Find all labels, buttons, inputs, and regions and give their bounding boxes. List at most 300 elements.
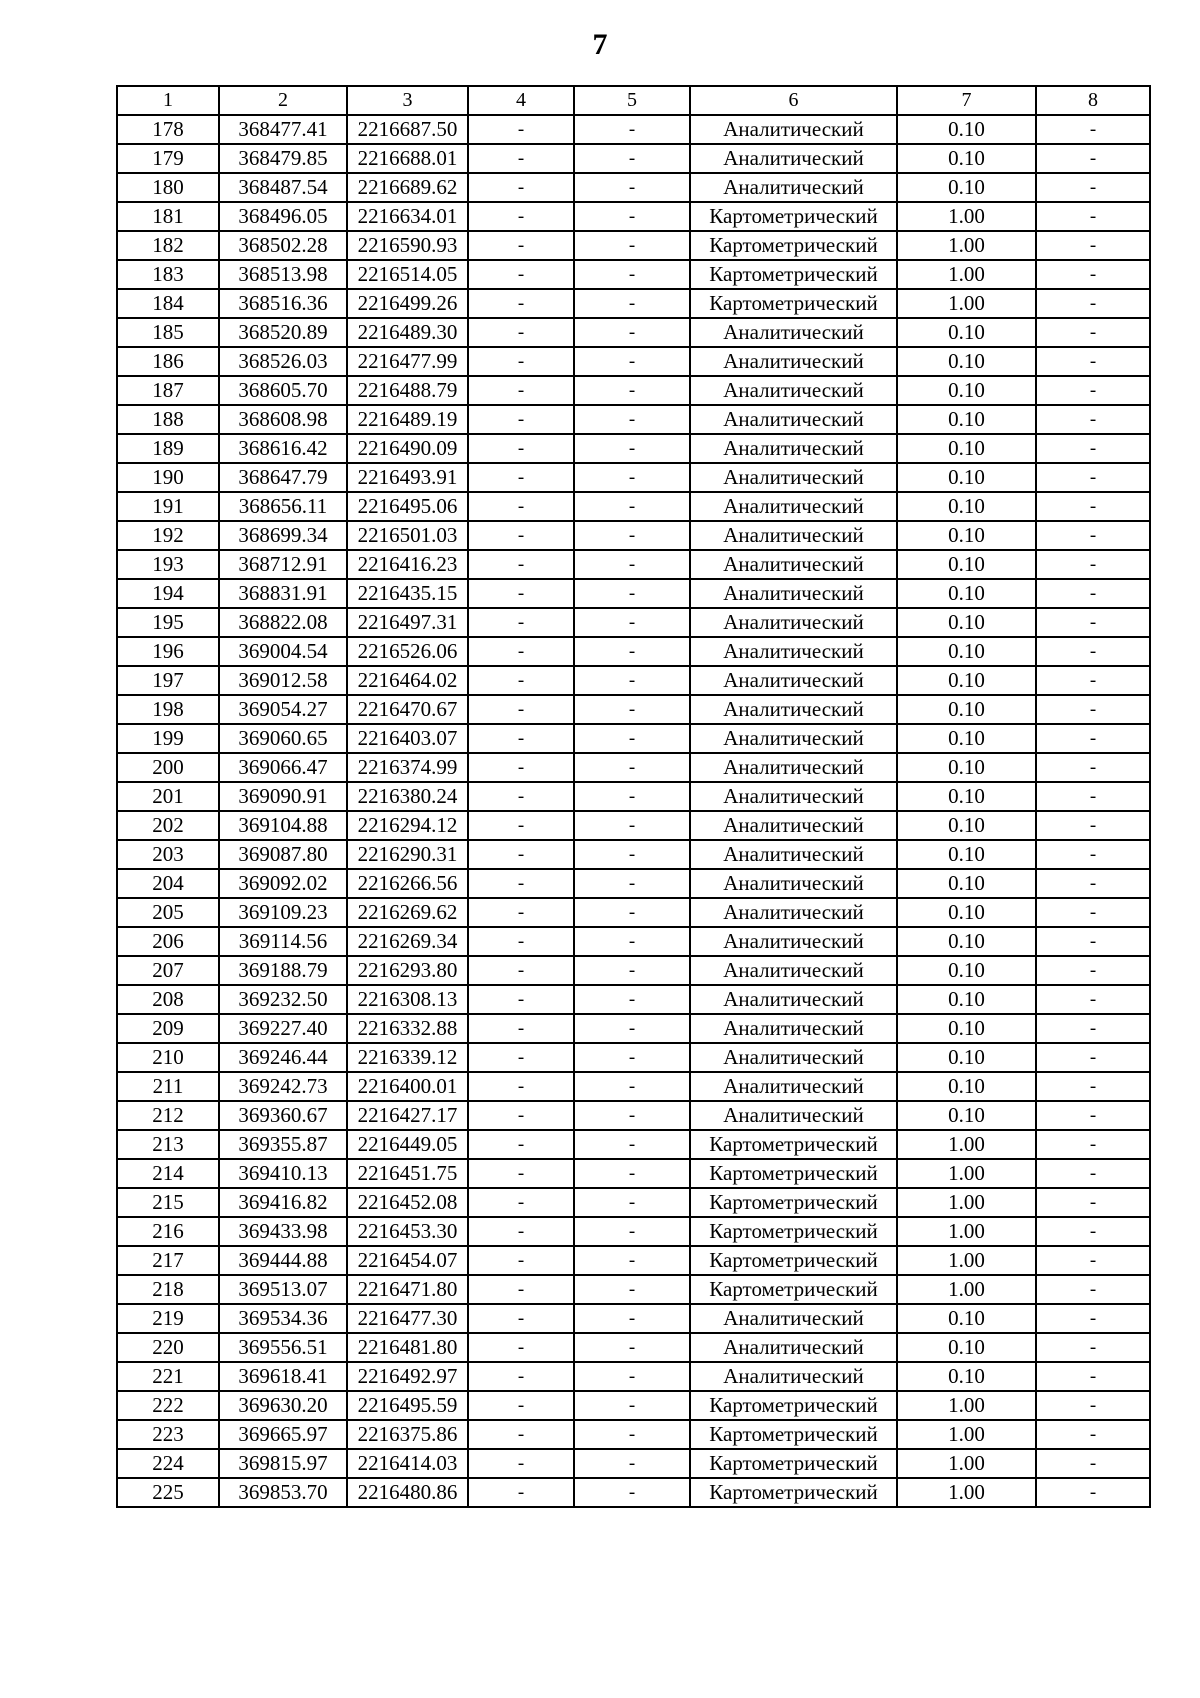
table-body (117, 115, 1150, 1507)
y-coordinate-cell: 2216308.13 (347, 985, 468, 1014)
x-coordinate-cell: 369815.97 (219, 1449, 347, 1478)
col5-cell: - (574, 695, 690, 724)
col4-cell: - (468, 1072, 574, 1101)
method-cell: Картометрический (690, 1246, 897, 1275)
col5-cell: - (574, 753, 690, 782)
point-number-cell: 193 (117, 550, 219, 579)
table-row (117, 637, 1150, 666)
method-cell: Аналитический (690, 1043, 897, 1072)
method-cell: Аналитический (690, 753, 897, 782)
point-number-cell: 198 (117, 695, 219, 724)
method-cell: Аналитический (690, 608, 897, 637)
method-cell: Аналитический (690, 318, 897, 347)
col5-cell: - (574, 550, 690, 579)
col5-cell: - (574, 318, 690, 347)
accuracy-cell: 0.10 (897, 115, 1036, 144)
col4-cell: - (468, 1362, 574, 1391)
col8-cell: - (1036, 1043, 1150, 1072)
y-coordinate-cell: 2216471.80 (347, 1275, 468, 1304)
accuracy-cell: 0.10 (897, 927, 1036, 956)
header-cell-col-4: 4 (468, 86, 574, 115)
table-row (117, 724, 1150, 753)
col5-cell: - (574, 173, 690, 202)
col8-cell: - (1036, 434, 1150, 463)
y-coordinate-cell: 2216495.59 (347, 1391, 468, 1420)
col5-cell: - (574, 927, 690, 956)
method-cell: Аналитический (690, 1304, 897, 1333)
x-coordinate-cell: 368831.91 (219, 579, 347, 608)
col5-cell: - (574, 840, 690, 869)
col5-cell: - (574, 579, 690, 608)
col4-cell: - (468, 956, 574, 985)
y-coordinate-cell: 2216294.12 (347, 811, 468, 840)
col4-cell: - (468, 637, 574, 666)
y-coordinate-cell: 2216634.01 (347, 202, 468, 231)
method-cell: Аналитический (690, 347, 897, 376)
x-coordinate-cell: 368608.98 (219, 405, 347, 434)
point-number-cell: 206 (117, 927, 219, 956)
table-row (117, 202, 1150, 231)
x-coordinate-cell: 368487.54 (219, 173, 347, 202)
x-coordinate-cell: 368616.42 (219, 434, 347, 463)
table-row (117, 898, 1150, 927)
col5-cell: - (574, 1246, 690, 1275)
point-number-cell: 223 (117, 1420, 219, 1449)
x-coordinate-cell: 368647.79 (219, 463, 347, 492)
col8-cell: - (1036, 637, 1150, 666)
accuracy-cell: 0.10 (897, 666, 1036, 695)
accuracy-cell: 0.10 (897, 521, 1036, 550)
method-cell: Аналитический (690, 1333, 897, 1362)
table-row (117, 782, 1150, 811)
col5-cell: - (574, 666, 690, 695)
col8-cell: - (1036, 840, 1150, 869)
col5-cell: - (574, 144, 690, 173)
col4-cell: - (468, 289, 574, 318)
method-cell: Аналитический (690, 405, 897, 434)
x-coordinate-cell: 368479.85 (219, 144, 347, 173)
y-coordinate-cell: 2216526.06 (347, 637, 468, 666)
col5-cell: - (574, 1130, 690, 1159)
col8-cell: - (1036, 405, 1150, 434)
col4-cell: - (468, 1043, 574, 1072)
col5-cell: - (574, 1420, 690, 1449)
col5-cell: - (574, 521, 690, 550)
y-coordinate-cell: 2216403.07 (347, 724, 468, 753)
col4-cell: - (468, 1130, 574, 1159)
method-cell: Аналитический (690, 927, 897, 956)
accuracy-cell: 0.10 (897, 579, 1036, 608)
col8-cell: - (1036, 1275, 1150, 1304)
col4-cell: - (468, 1333, 574, 1362)
col4-cell: - (468, 1391, 574, 1420)
method-cell: Картометрический (690, 1449, 897, 1478)
accuracy-cell: 1.00 (897, 202, 1036, 231)
table-row (117, 173, 1150, 202)
point-number-cell: 196 (117, 637, 219, 666)
col5-cell: - (574, 463, 690, 492)
accuracy-cell: 1.00 (897, 1478, 1036, 1507)
point-number-cell: 181 (117, 202, 219, 231)
accuracy-cell: 0.10 (897, 753, 1036, 782)
method-cell: Картометрический (690, 1217, 897, 1246)
method-cell: Аналитический (690, 173, 897, 202)
col8-cell: - (1036, 1304, 1150, 1333)
col5-cell: - (574, 492, 690, 521)
method-cell: Аналитический (690, 434, 897, 463)
method-cell: Аналитический (690, 811, 897, 840)
x-coordinate-cell: 368496.05 (219, 202, 347, 231)
table-row (117, 1304, 1150, 1333)
x-coordinate-cell: 369246.44 (219, 1043, 347, 1072)
x-coordinate-cell: 368699.34 (219, 521, 347, 550)
col8-cell: - (1036, 318, 1150, 347)
col8-cell: - (1036, 1101, 1150, 1130)
table-row (117, 1420, 1150, 1449)
table-row (117, 1391, 1150, 1420)
col8-cell: - (1036, 608, 1150, 637)
x-coordinate-cell: 369104.88 (219, 811, 347, 840)
x-coordinate-cell: 368520.89 (219, 318, 347, 347)
col8-cell: - (1036, 927, 1150, 956)
col8-cell: - (1036, 1159, 1150, 1188)
x-coordinate-cell: 369242.73 (219, 1072, 347, 1101)
method-cell: Картометрический (690, 1130, 897, 1159)
coordinates-table (116, 85, 1151, 1508)
y-coordinate-cell: 2216477.99 (347, 347, 468, 376)
accuracy-cell: 0.10 (897, 405, 1036, 434)
accuracy-cell: 0.10 (897, 1101, 1036, 1130)
y-coordinate-cell: 2216374.99 (347, 753, 468, 782)
col8-cell: - (1036, 1130, 1150, 1159)
x-coordinate-cell: 369060.65 (219, 724, 347, 753)
x-coordinate-cell: 369355.87 (219, 1130, 347, 1159)
col4-cell: - (468, 1449, 574, 1478)
table-row (117, 1362, 1150, 1391)
point-number-cell: 187 (117, 376, 219, 405)
col8-cell: - (1036, 260, 1150, 289)
col8-cell: - (1036, 985, 1150, 1014)
table-row (117, 1217, 1150, 1246)
accuracy-cell: 0.10 (897, 608, 1036, 637)
accuracy-cell: 0.10 (897, 463, 1036, 492)
accuracy-cell: 1.00 (897, 231, 1036, 260)
point-number-cell: 209 (117, 1014, 219, 1043)
accuracy-cell: 0.10 (897, 782, 1036, 811)
point-number-cell: 210 (117, 1043, 219, 1072)
col8-cell: - (1036, 1333, 1150, 1362)
col8-cell: - (1036, 1362, 1150, 1391)
col5-cell: - (574, 1275, 690, 1304)
col8-cell: - (1036, 173, 1150, 202)
method-cell: Аналитический (690, 898, 897, 927)
col5-cell: - (574, 1072, 690, 1101)
header-cell-col-8: 8 (1036, 86, 1150, 115)
accuracy-cell: 0.10 (897, 1014, 1036, 1043)
table-row (117, 144, 1150, 173)
col5-cell: - (574, 405, 690, 434)
method-cell: Аналитический (690, 463, 897, 492)
page-number: 7 (592, 28, 608, 61)
method-cell: Аналитический (690, 579, 897, 608)
accuracy-cell: 0.10 (897, 956, 1036, 985)
x-coordinate-cell: 369066.47 (219, 753, 347, 782)
table-row (117, 811, 1150, 840)
header-row (117, 86, 1150, 115)
col8-cell: - (1036, 492, 1150, 521)
col5-cell: - (574, 956, 690, 985)
x-coordinate-cell: 369232.50 (219, 985, 347, 1014)
x-coordinate-cell: 368605.70 (219, 376, 347, 405)
col5-cell: - (574, 376, 690, 405)
col8-cell: - (1036, 1217, 1150, 1246)
col8-cell: - (1036, 1449, 1150, 1478)
table-row (117, 405, 1150, 434)
y-coordinate-cell: 2216269.62 (347, 898, 468, 927)
y-coordinate-cell: 2216477.30 (347, 1304, 468, 1333)
point-number-cell: 199 (117, 724, 219, 753)
accuracy-cell: 0.10 (897, 869, 1036, 898)
col4-cell: - (468, 840, 574, 869)
col8-cell: - (1036, 898, 1150, 927)
col8-cell: - (1036, 1391, 1150, 1420)
x-coordinate-cell: 369054.27 (219, 695, 347, 724)
col5-cell: - (574, 289, 690, 318)
col8-cell: - (1036, 695, 1150, 724)
y-coordinate-cell: 2216495.06 (347, 492, 468, 521)
col8-cell: - (1036, 1014, 1150, 1043)
method-cell: Картометрический (690, 1391, 897, 1420)
point-number-cell: 221 (117, 1362, 219, 1391)
method-cell: Аналитический (690, 1101, 897, 1130)
table-row (117, 231, 1150, 260)
y-coordinate-cell: 2216488.79 (347, 376, 468, 405)
y-coordinate-cell: 2216514.05 (347, 260, 468, 289)
col8-cell: - (1036, 956, 1150, 985)
col4-cell: - (468, 347, 574, 376)
col8-cell: - (1036, 1420, 1150, 1449)
col4-cell: - (468, 782, 574, 811)
col4-cell: - (468, 724, 574, 753)
method-cell: Картометрический (690, 1188, 897, 1217)
point-number-cell: 184 (117, 289, 219, 318)
header-cell-col-y: 3 (347, 86, 468, 115)
accuracy-cell: 1.00 (897, 1391, 1036, 1420)
y-coordinate-cell: 2216449.05 (347, 1130, 468, 1159)
x-coordinate-cell: 368516.36 (219, 289, 347, 318)
table-header (117, 86, 1150, 115)
y-coordinate-cell: 2216499.26 (347, 289, 468, 318)
x-coordinate-cell: 369630.20 (219, 1391, 347, 1420)
col4-cell: - (468, 521, 574, 550)
col4-cell: - (468, 1159, 574, 1188)
table-row (117, 927, 1150, 956)
point-number-cell: 203 (117, 840, 219, 869)
col5-cell: - (574, 1478, 690, 1507)
y-coordinate-cell: 2216452.08 (347, 1188, 468, 1217)
point-number-cell: 200 (117, 753, 219, 782)
accuracy-cell: 0.10 (897, 1362, 1036, 1391)
method-cell: Аналитический (690, 637, 897, 666)
table-row (117, 115, 1150, 144)
col4-cell: - (468, 985, 574, 1014)
col4-cell: - (468, 173, 574, 202)
point-number-cell: 180 (117, 173, 219, 202)
col5-cell: - (574, 1217, 690, 1246)
accuracy-cell: 1.00 (897, 260, 1036, 289)
x-coordinate-cell: 369665.97 (219, 1420, 347, 1449)
point-number-cell: 201 (117, 782, 219, 811)
y-coordinate-cell: 2216688.01 (347, 144, 468, 173)
col5-cell: - (574, 1304, 690, 1333)
col4-cell: - (468, 1478, 574, 1507)
col4-cell: - (468, 666, 574, 695)
x-coordinate-cell: 368656.11 (219, 492, 347, 521)
point-number-cell: 179 (117, 144, 219, 173)
col5-cell: - (574, 347, 690, 376)
point-number-cell: 208 (117, 985, 219, 1014)
y-coordinate-cell: 2216380.24 (347, 782, 468, 811)
method-cell: Картометрический (690, 1275, 897, 1304)
x-coordinate-cell: 369090.91 (219, 782, 347, 811)
col8-cell: - (1036, 289, 1150, 318)
point-number-cell: 205 (117, 898, 219, 927)
table-row (117, 985, 1150, 1014)
point-number-cell: 186 (117, 347, 219, 376)
col5-cell: - (574, 1159, 690, 1188)
col8-cell: - (1036, 1478, 1150, 1507)
method-cell: Аналитический (690, 869, 897, 898)
col4-cell: - (468, 753, 574, 782)
table-row (117, 1275, 1150, 1304)
col4-cell: - (468, 463, 574, 492)
col5-cell: - (574, 1014, 690, 1043)
method-cell: Аналитический (690, 695, 897, 724)
col5-cell: - (574, 637, 690, 666)
col4-cell: - (468, 1014, 574, 1043)
y-coordinate-cell: 2216489.30 (347, 318, 468, 347)
table-row (117, 695, 1150, 724)
col4-cell: - (468, 1101, 574, 1130)
col4-cell: - (468, 318, 574, 347)
table-row (117, 1072, 1150, 1101)
method-cell: Аналитический (690, 1072, 897, 1101)
point-number-cell: 219 (117, 1304, 219, 1333)
x-coordinate-cell: 369004.54 (219, 637, 347, 666)
method-cell: Аналитический (690, 840, 897, 869)
x-coordinate-cell: 369227.40 (219, 1014, 347, 1043)
x-coordinate-cell: 369109.23 (219, 898, 347, 927)
method-cell: Картометрический (690, 231, 897, 260)
x-coordinate-cell: 369618.41 (219, 1362, 347, 1391)
table-row (117, 1188, 1150, 1217)
point-number-cell: 211 (117, 1072, 219, 1101)
method-cell: Картометрический (690, 1478, 897, 1507)
method-cell: Аналитический (690, 1014, 897, 1043)
accuracy-cell: 0.10 (897, 695, 1036, 724)
table-row (117, 492, 1150, 521)
x-coordinate-cell: 368822.08 (219, 608, 347, 637)
x-coordinate-cell: 369433.98 (219, 1217, 347, 1246)
col4-cell: - (468, 869, 574, 898)
point-number-cell: 220 (117, 1333, 219, 1362)
x-coordinate-cell: 369188.79 (219, 956, 347, 985)
accuracy-cell: 1.00 (897, 1420, 1036, 1449)
method-cell: Картометрический (690, 260, 897, 289)
col4-cell: - (468, 1275, 574, 1304)
table-row (117, 434, 1150, 463)
table-row (117, 260, 1150, 289)
method-cell: Аналитический (690, 666, 897, 695)
col5-cell: - (574, 811, 690, 840)
y-coordinate-cell: 2216590.93 (347, 231, 468, 260)
accuracy-cell: 0.10 (897, 173, 1036, 202)
y-coordinate-cell: 2216339.12 (347, 1043, 468, 1072)
x-coordinate-cell: 368712.91 (219, 550, 347, 579)
x-coordinate-cell: 369513.07 (219, 1275, 347, 1304)
accuracy-cell: 1.00 (897, 1159, 1036, 1188)
point-number-cell: 191 (117, 492, 219, 521)
col4-cell: - (468, 1420, 574, 1449)
y-coordinate-cell: 2216435.15 (347, 579, 468, 608)
col5-cell: - (574, 115, 690, 144)
x-coordinate-cell: 368502.28 (219, 231, 347, 260)
method-cell: Картометрический (690, 1159, 897, 1188)
table-row (117, 550, 1150, 579)
col8-cell: - (1036, 1072, 1150, 1101)
point-number-cell: 215 (117, 1188, 219, 1217)
table-row (117, 869, 1150, 898)
col8-cell: - (1036, 463, 1150, 492)
col4-cell: - (468, 579, 574, 608)
table-row (117, 1043, 1150, 1072)
col8-cell: - (1036, 347, 1150, 376)
header-cell-col-point-number: 1 (117, 86, 219, 115)
accuracy-cell: 0.10 (897, 144, 1036, 173)
method-cell: Аналитический (690, 376, 897, 405)
col8-cell: - (1036, 144, 1150, 173)
x-coordinate-cell: 369534.36 (219, 1304, 347, 1333)
point-number-cell: 207 (117, 956, 219, 985)
method-cell: Аналитический (690, 782, 897, 811)
col5-cell: - (574, 260, 690, 289)
accuracy-cell: 0.10 (897, 434, 1036, 463)
x-coordinate-cell: 369012.58 (219, 666, 347, 695)
col4-cell: - (468, 405, 574, 434)
point-number-cell: 195 (117, 608, 219, 637)
method-cell: Аналитический (690, 492, 897, 521)
point-number-cell: 185 (117, 318, 219, 347)
col4-cell: - (468, 1304, 574, 1333)
header-cell-col-5: 5 (574, 86, 690, 115)
table-row (117, 666, 1150, 695)
col8-cell: - (1036, 521, 1150, 550)
col8-cell: - (1036, 1246, 1150, 1275)
point-number-cell: 189 (117, 434, 219, 463)
accuracy-cell: 0.10 (897, 985, 1036, 1014)
point-number-cell: 178 (117, 115, 219, 144)
accuracy-cell: 0.10 (897, 376, 1036, 405)
y-coordinate-cell: 2216416.23 (347, 550, 468, 579)
col4-cell: - (468, 376, 574, 405)
y-coordinate-cell: 2216470.67 (347, 695, 468, 724)
accuracy-cell: 0.10 (897, 724, 1036, 753)
col5-cell: - (574, 231, 690, 260)
table-row (117, 608, 1150, 637)
y-coordinate-cell: 2216453.30 (347, 1217, 468, 1246)
col5-cell: - (574, 608, 690, 637)
point-number-cell: 218 (117, 1275, 219, 1304)
